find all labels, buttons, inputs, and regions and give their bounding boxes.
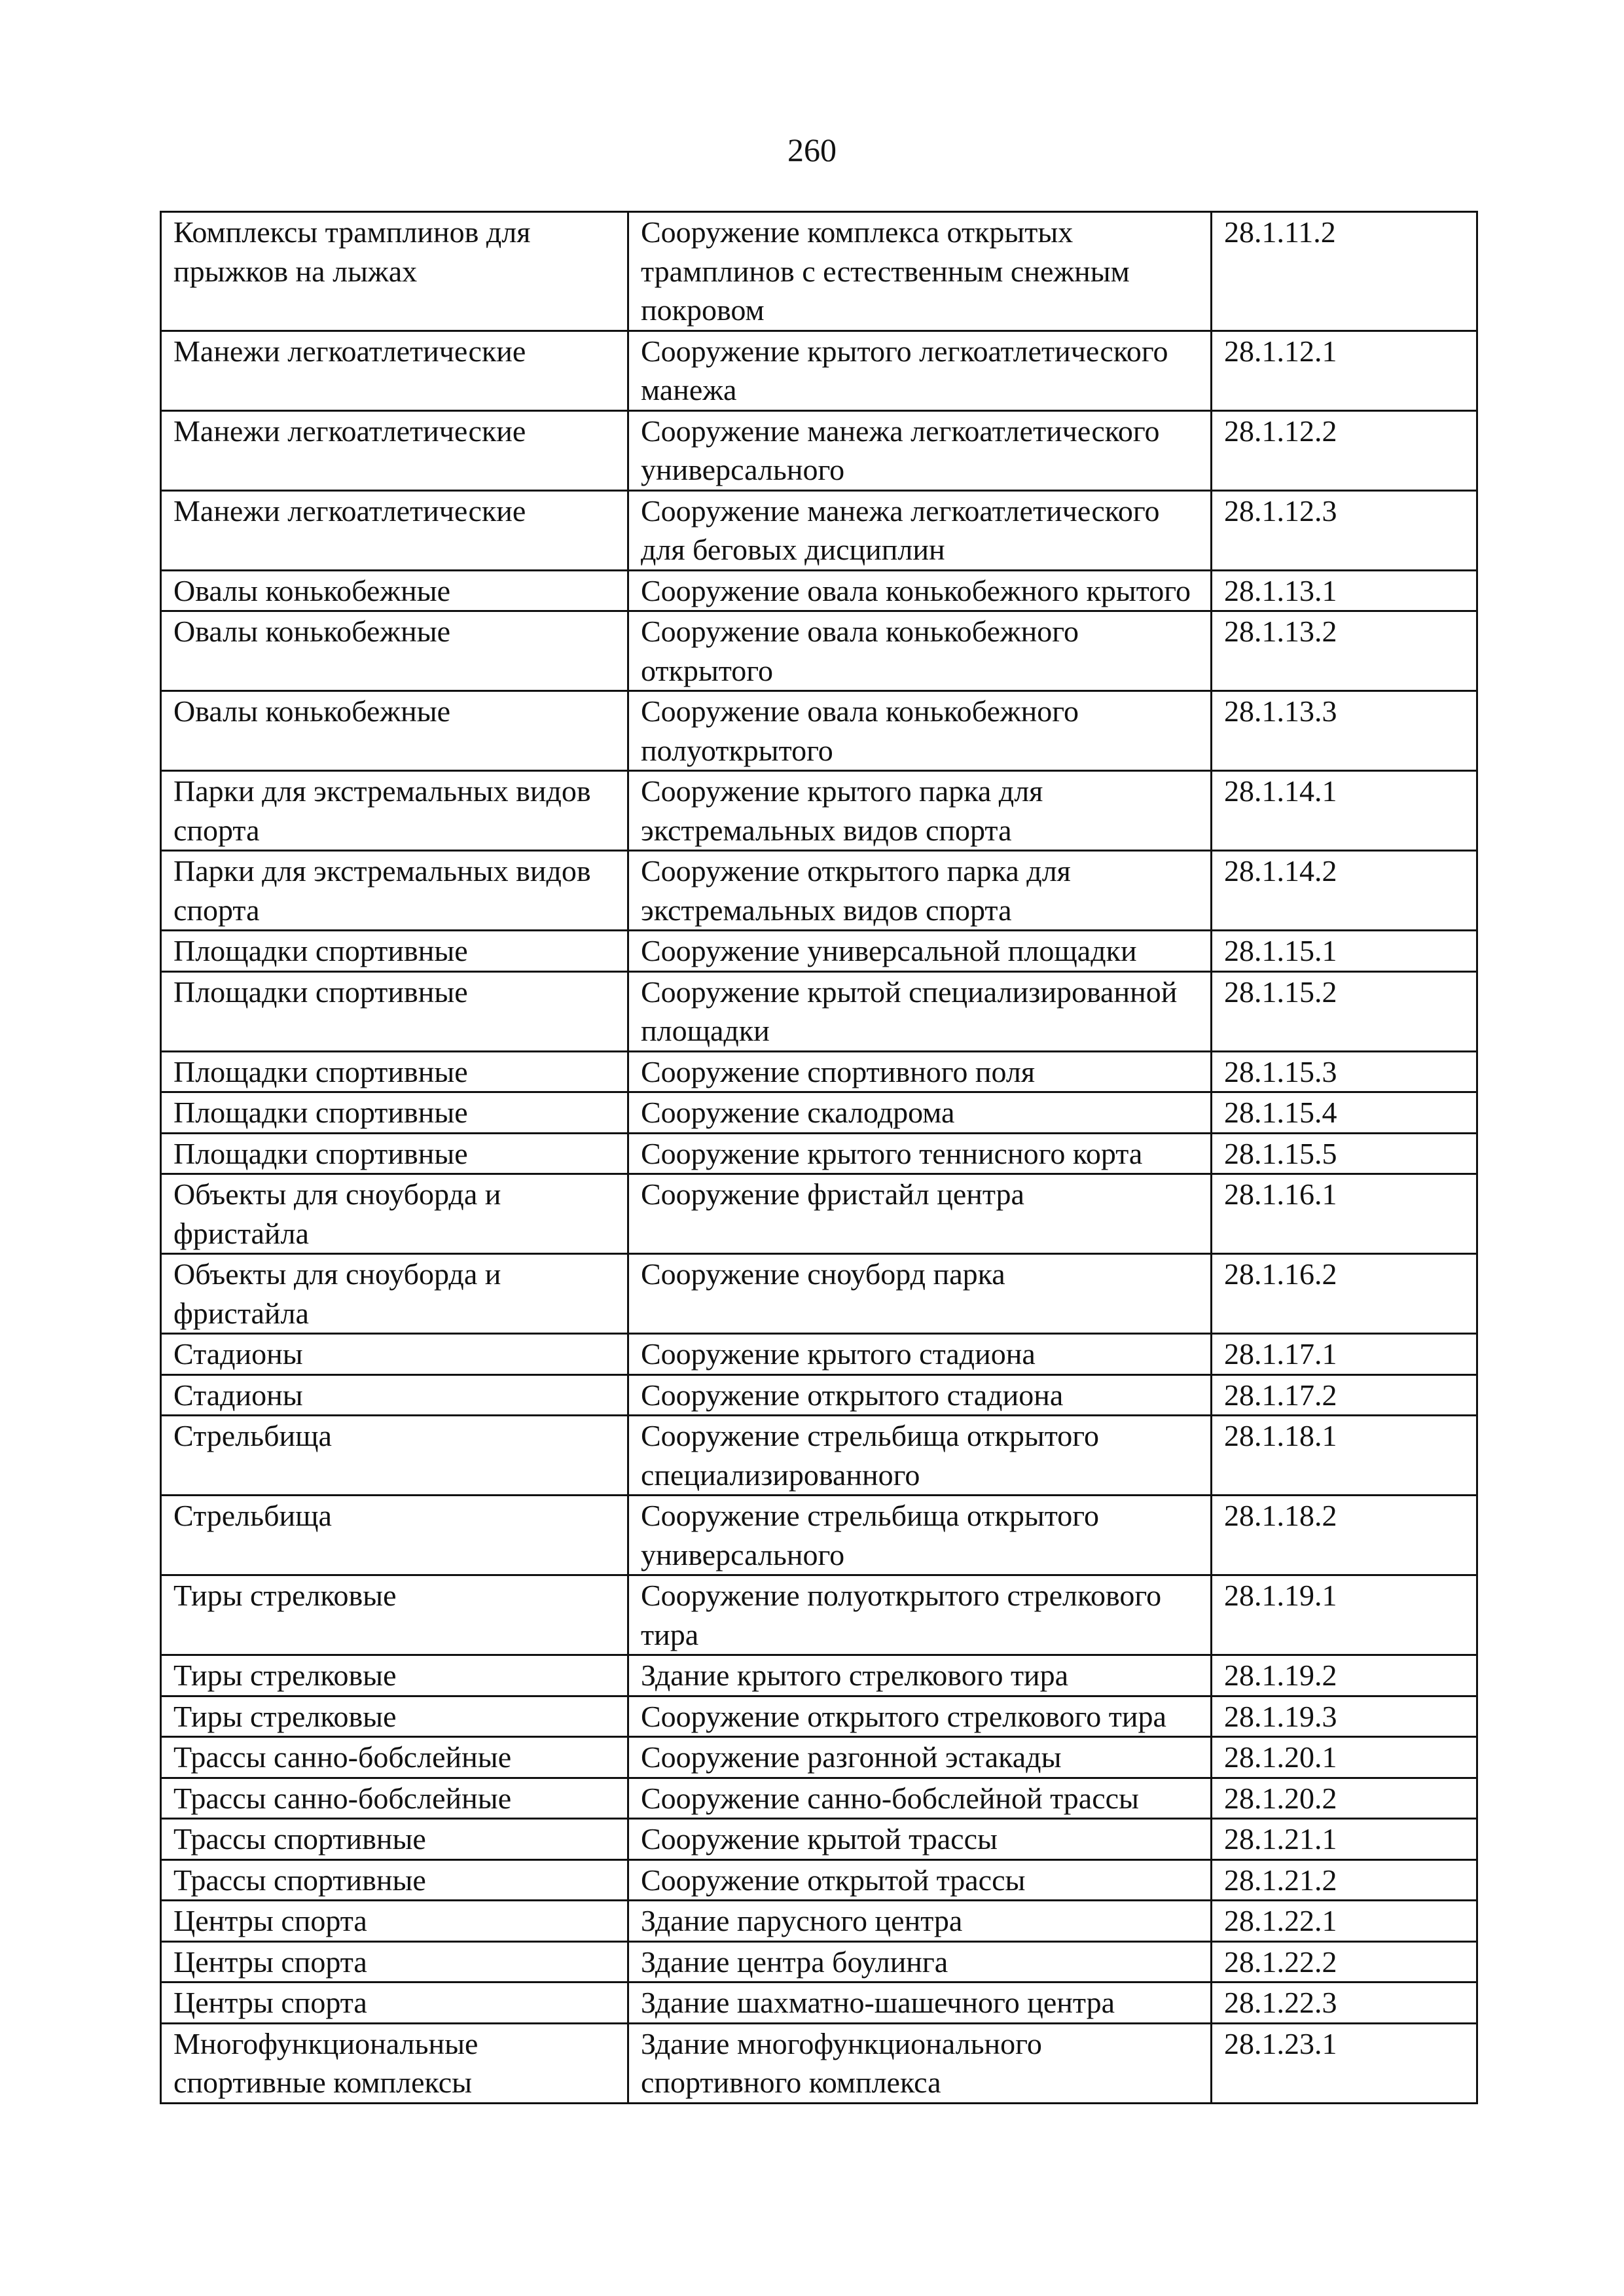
- code-cell: 28.1.15.3: [1212, 1051, 1477, 1092]
- object-name-cell: Сооружение крытой специализированной площадки: [628, 971, 1212, 1051]
- object-type-cell: Манежи легкоатлетические: [161, 410, 628, 490]
- code-cell: 28.1.12.2: [1212, 410, 1477, 490]
- table-row: [161, 611, 1477, 691]
- object-type-cell: Площадки спортивные: [161, 931, 628, 972]
- object-name-cell: Здание крытого стрелкового тира: [628, 1655, 1212, 1696]
- table-row: [161, 771, 1477, 851]
- object-name-cell: Сооружение открытого стрелкового тира: [628, 1696, 1212, 1737]
- object-type-cell: Овалы конькобежные: [161, 691, 628, 771]
- object-name-cell: Сооружение крытого стадиона: [628, 1334, 1212, 1375]
- table-row: [161, 1655, 1477, 1696]
- object-name-cell: Сооружение фристайл центра: [628, 1174, 1212, 1254]
- table-row: [161, 1092, 1477, 1134]
- object-type-cell: Центры спорта: [161, 1901, 628, 1942]
- object-name-cell: Здание шахматно-шашечного центра: [628, 1982, 1212, 2024]
- code-cell: 28.1.14.1: [1212, 771, 1477, 851]
- code-cell: 28.1.22.3: [1212, 1982, 1477, 2024]
- object-type-cell: Стадионы: [161, 1374, 628, 1416]
- table-row: [161, 1819, 1477, 1860]
- object-type-cell: Стрельбища: [161, 1496, 628, 1575]
- object-type-cell: Тиры стрелковые: [161, 1655, 628, 1696]
- page-number: 260: [787, 132, 837, 168]
- code-cell: 28.1.15.4: [1212, 1092, 1477, 1134]
- object-name-cell: Сооружение сноуборд парка: [628, 1254, 1212, 1334]
- code-cell: 28.1.15.2: [1212, 971, 1477, 1051]
- table-row: [161, 691, 1477, 771]
- table-row: [161, 1901, 1477, 1942]
- object-type-cell: Площадки спортивные: [161, 1092, 628, 1134]
- table-row: [161, 931, 1477, 972]
- code-cell: 28.1.12.3: [1212, 490, 1477, 570]
- object-type-cell: Объекты для сноуборда и фристайла: [161, 1254, 628, 1334]
- table-row: [161, 1859, 1477, 1901]
- code-cell: 28.1.16.2: [1212, 1254, 1477, 1334]
- code-cell: 28.1.22.2: [1212, 1941, 1477, 1982]
- object-name-cell: Сооружение овала конькобежного крытого: [628, 570, 1212, 611]
- code-cell: 28.1.13.1: [1212, 570, 1477, 611]
- object-name-cell: Сооружение овала конькобежного полуоткрытого: [628, 691, 1212, 771]
- object-type-cell: Тиры стрелковые: [161, 1575, 628, 1655]
- table-row: [161, 1174, 1477, 1254]
- object-type-cell: Многофункциональные спортивные комплексы: [161, 2023, 628, 2103]
- code-cell: 28.1.20.2: [1212, 1778, 1477, 1819]
- object-type-cell: Манежи легкоатлетические: [161, 490, 628, 570]
- table-row: [161, 971, 1477, 1051]
- object-name-cell: Здание центра боулинга: [628, 1941, 1212, 1982]
- object-type-cell: Центры спорта: [161, 1982, 628, 2024]
- object-name-cell: Сооружение открытого стадиона: [628, 1374, 1212, 1416]
- code-cell: 28.1.15.5: [1212, 1133, 1477, 1174]
- classification-table: [160, 211, 1478, 2104]
- object-name-cell: Здание многофункционального спортивного комплекса: [628, 2023, 1212, 2103]
- object-type-cell: Парки для экстремальных видов спорта: [161, 851, 628, 931]
- table-row: [161, 1575, 1477, 1655]
- code-cell: 28.1.12.1: [1212, 331, 1477, 410]
- table-row: [161, 1374, 1477, 1416]
- table-row: [161, 1051, 1477, 1092]
- table-row: [161, 490, 1477, 570]
- code-cell: 28.1.22.1: [1212, 1901, 1477, 1942]
- code-cell: 28.1.17.2: [1212, 1374, 1477, 1416]
- table-row: [161, 851, 1477, 931]
- code-cell: 28.1.19.1: [1212, 1575, 1477, 1655]
- table-row: [161, 1133, 1477, 1174]
- object-name-cell: Сооружение полуоткрытого стрелкового тира: [628, 1575, 1212, 1655]
- object-name-cell: Сооружение крытого легкоатлетического манежа: [628, 331, 1212, 410]
- object-type-cell: Трассы санно-бобслейные: [161, 1737, 628, 1778]
- object-name-cell: Сооружение крытого парка для экстремальных видов спорта: [628, 771, 1212, 851]
- table-row: [161, 1982, 1477, 2024]
- code-cell: 28.1.23.1: [1212, 2023, 1477, 2103]
- object-name-cell: Сооружение скалодрома: [628, 1092, 1212, 1134]
- object-type-cell: Площадки спортивные: [161, 1051, 628, 1092]
- object-name-cell: Сооружение манежа легкоатлетического универсального: [628, 410, 1212, 490]
- table-row: [161, 212, 1477, 331]
- object-name-cell: Сооружение спортивного поля: [628, 1051, 1212, 1092]
- code-cell: 28.1.15.1: [1212, 931, 1477, 972]
- code-cell: 28.1.16.1: [1212, 1174, 1477, 1254]
- table-row: [161, 1696, 1477, 1737]
- object-name-cell: Сооружение стрельбища открытого универсального: [628, 1496, 1212, 1575]
- object-type-cell: Овалы конькобежные: [161, 570, 628, 611]
- object-type-cell: Тиры стрелковые: [161, 1696, 628, 1737]
- object-type-cell: Трассы санно-бобслейные: [161, 1778, 628, 1819]
- object-type-cell: Объекты для сноуборда и фристайла: [161, 1174, 628, 1254]
- object-name-cell: Сооружение крытой трассы: [628, 1819, 1212, 1860]
- object-name-cell: Сооружение комплекса открытых трамплинов с естественным снежным покровом: [628, 212, 1212, 331]
- object-name-cell: Сооружение крытого теннисного корта: [628, 1133, 1212, 1174]
- object-type-cell: Площадки спортивные: [161, 1133, 628, 1174]
- code-cell: 28.1.19.3: [1212, 1696, 1477, 1737]
- code-cell: 28.1.14.2: [1212, 851, 1477, 931]
- code-cell: 28.1.21.1: [1212, 1819, 1477, 1860]
- table-row: [161, 1254, 1477, 1334]
- object-type-cell: Манежи легкоатлетические: [161, 331, 628, 410]
- object-type-cell: Трассы спортивные: [161, 1859, 628, 1901]
- code-cell: 28.1.17.1: [1212, 1334, 1477, 1375]
- table-row: [161, 1778, 1477, 1819]
- object-name-cell: Сооружение овала конькобежного открытого: [628, 611, 1212, 691]
- table-row: [161, 331, 1477, 410]
- code-cell: 28.1.11.2: [1212, 212, 1477, 331]
- code-cell: 28.1.13.2: [1212, 611, 1477, 691]
- code-cell: 28.1.20.1: [1212, 1737, 1477, 1778]
- object-type-cell: Парки для экстремальных видов спорта: [161, 771, 628, 851]
- object-type-cell: Стадионы: [161, 1334, 628, 1375]
- object-name-cell: Сооружение разгонной эстакады: [628, 1737, 1212, 1778]
- object-name-cell: Сооружение санно-бобслейной трассы: [628, 1778, 1212, 1819]
- object-type-cell: Овалы конькобежные: [161, 611, 628, 691]
- code-cell: 28.1.13.3: [1212, 691, 1477, 771]
- table-row: [161, 1416, 1477, 1496]
- object-name-cell: Сооружение стрельбища открытого специализированного: [628, 1416, 1212, 1496]
- code-cell: 28.1.18.2: [1212, 1496, 1477, 1575]
- table-row: [161, 410, 1477, 490]
- code-cell: 28.1.21.2: [1212, 1859, 1477, 1901]
- object-type-cell: Стрельбища: [161, 1416, 628, 1496]
- object-type-cell: Трассы спортивные: [161, 1819, 628, 1860]
- table-row: [161, 1941, 1477, 1982]
- object-name-cell: Сооружение манежа легкоатлетического для беговых дисциплин: [628, 490, 1212, 570]
- table-row: [161, 1496, 1477, 1575]
- table-row: [161, 570, 1477, 611]
- object-type-cell: Площадки спортивные: [161, 971, 628, 1051]
- object-type-cell: Центры спорта: [161, 1941, 628, 1982]
- table-row: [161, 1737, 1477, 1778]
- object-name-cell: Сооружение открытого парка для экстремальных видов спорта: [628, 851, 1212, 931]
- object-name-cell: Здание парусного центра: [628, 1901, 1212, 1942]
- object-type-cell: Комплексы трамплинов для прыжков на лыжах: [161, 212, 628, 331]
- table-row: [161, 1334, 1477, 1375]
- object-name-cell: Сооружение универсальной площадки: [628, 931, 1212, 972]
- table-row: [161, 2023, 1477, 2103]
- code-cell: 28.1.19.2: [1212, 1655, 1477, 1696]
- code-cell: 28.1.18.1: [1212, 1416, 1477, 1496]
- object-name-cell: Сооружение открытой трассы: [628, 1859, 1212, 1901]
